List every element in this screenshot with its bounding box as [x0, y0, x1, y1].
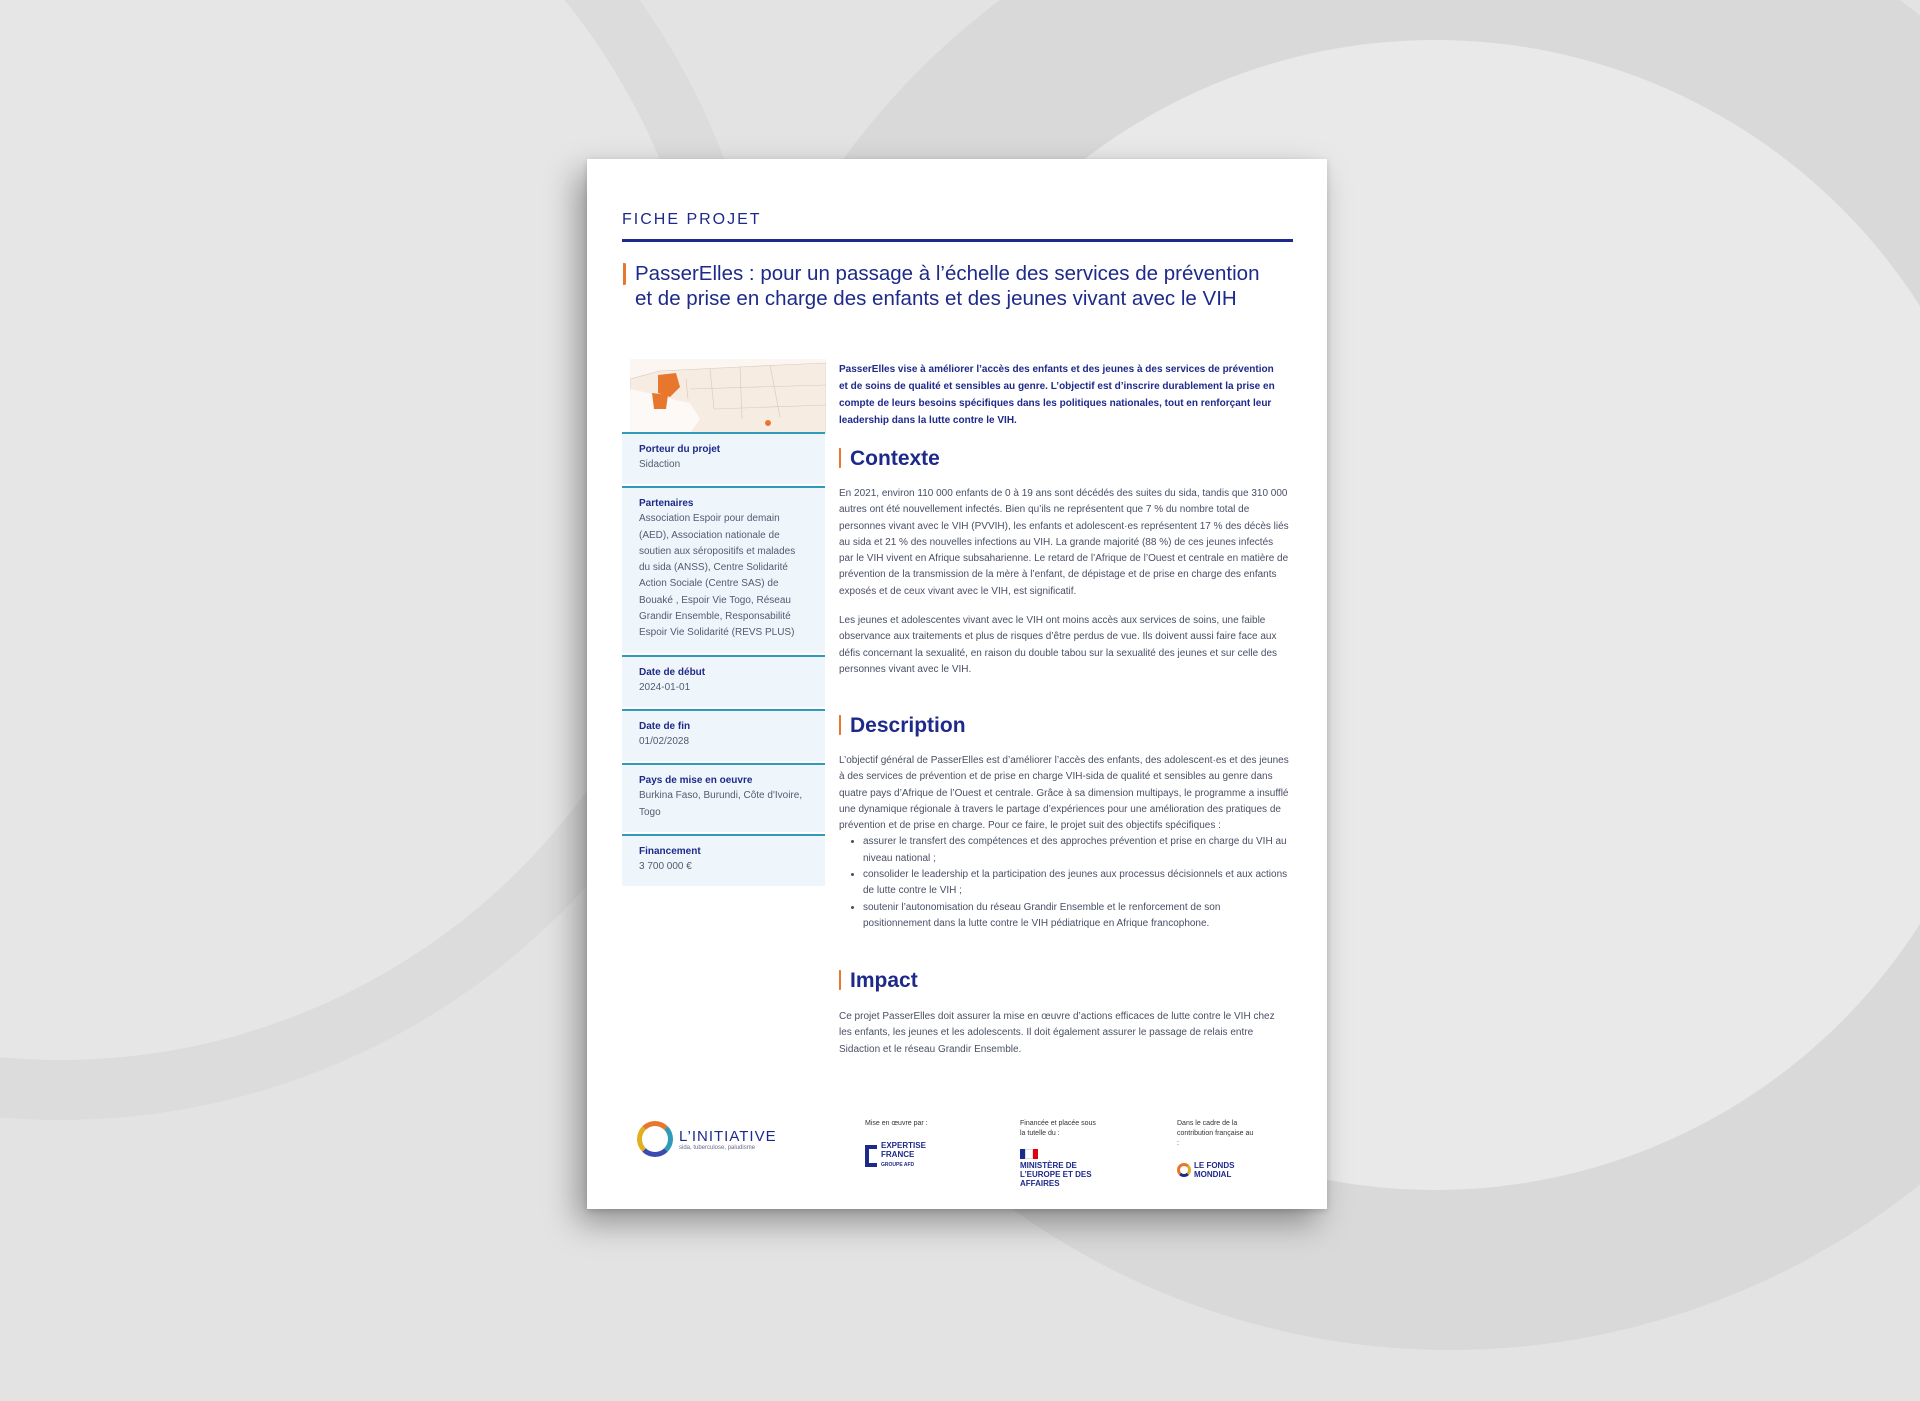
info-label: Date de début	[639, 666, 706, 678]
footer-label: Mise en œuvre par :	[865, 1120, 928, 1127]
bracket-icon	[839, 715, 846, 735]
project-info-sidebar	[622, 432, 825, 886]
section-heading-contexte	[839, 447, 940, 471]
global-fund-icon	[1177, 1163, 1191, 1177]
info-date-debut	[622, 655, 825, 707]
bracket-icon	[839, 970, 846, 990]
footer-col-ministry	[1020, 1119, 1100, 1188]
paragraph: Ce projet PasserElles doit assurer la mise en œuvre d’actions efficaces de lutte contre le VIH chez les enfants, les jeunes et les adolescents. Il doit également assurer le passage de relais entre Sidaction et le réseau Grandir Ensemble.	[839, 1011, 1275, 1055]
objectives-list	[839, 834, 1289, 932]
intro-summary: PasserElles vise à améliorer l’accès des enfants et des jeunes à des services de prévention et de soins de qualité et sensibles au genre. L’objectif est d’inscrire durablement la prise en compte de leurs besoins spécifiques dans les politiques nationales, tout en renforçant leur leadership dans la lutte contre le VIH.	[839, 364, 1275, 426]
info-date-fin	[622, 709, 825, 761]
info-label: Partenaires	[639, 498, 694, 510]
info-value: 01/02/2028	[639, 735, 690, 747]
initiative-ring-icon	[637, 1121, 673, 1157]
ministry-logo-text: MINISTÈRE DE L’EUROPE ET DES AFFAIRES	[1020, 1161, 1092, 1188]
initiative-logo	[637, 1121, 777, 1157]
global-fund-logo	[1177, 1161, 1257, 1179]
header-rule	[622, 239, 1293, 242]
project-sheet-document	[587, 159, 1327, 1209]
footer-label: Dans le cadre de la contribution française au :	[1177, 1120, 1254, 1147]
africa-map-image	[630, 359, 826, 433]
brand-subtitle: GROUPE AFD	[881, 1162, 915, 1168]
paragraph: En 2021, environ 110 000 enfants de 0 à 19 ans sont décédés des suites du sida, tandis que 310 000 autres ont été nouvellement infectés. Bien qu’ils ne représentent que 7 % du nombre total de personnes vivant avec le VIH (PVVIH), les enfants et adolescent·es représentent 17 % des décès liés au sida et 21 % des nouvelles infections au VIH. La grande majorité (88 %) de ces jeunes infectés par le VIH vivent en Afrique subsaharienne. Le retard de l’Afrique de l’Ouest et centrale en matière de prévention de la transmission de la mère à l’enfant, de dépistage et de prise en charge des enfants exposés et de ceux vivant avec le VIH, est significatif.	[839, 488, 1289, 597]
paragraph: Les jeunes et adolescentes vivant avec le VIH ont moins accès aux services de soins, une faible observance aux traitements et plus de risques d’être perdus de vue. Ils doivent aussi faire face aux défis concernant la sexualité, en raison du double tabou sur la sexualité des jeunes et sur celle des personnes vivant avec le VIH.	[839, 615, 1278, 675]
list-item: • soutenir l’autonomisation du réseau Grandir Ensemble et le renforcement de son positionnement dans la lutte contre le VIH pédiatrique en Afrique francophone.	[863, 900, 1289, 933]
info-porteur	[622, 432, 825, 484]
info-value: Sidaction	[639, 459, 681, 470]
info-financement	[622, 834, 825, 886]
list-item: • consolider le leadership et la participation des jeunes aux processus décisionnels et aux actions de lutte contre le VIH ;	[863, 867, 1289, 900]
initiative-name: L’INITIATIVE	[679, 1127, 777, 1145]
footer-col-global-fund	[1177, 1119, 1257, 1179]
section-heading-impact	[839, 969, 918, 993]
info-value: 2024-01-01	[639, 681, 691, 693]
paragraph: L’objectif général de PasserElles est d’améliorer l’accès des enfants, des adolescent·es et des jeunes à des services de prévention et de prise en charge VIH-sida de qualité et sensibles au genre dans quatre pays d’Afrique de l’Ouest et centrale. Grâce à sa dimension multipays, le programme a insufflé une dynamique régionale à travers le partage d’expériences pour une amélioration des pratiques de prévention et de prise en charge. Pour ce faire, le projet suit des objectifs spécifiques :	[839, 755, 1289, 832]
brand-name: EXPERTISE FRANCE	[881, 1141, 926, 1159]
bracket-icon	[623, 263, 632, 285]
heading-text: Description	[850, 714, 966, 737]
contexte-body	[839, 486, 1289, 691]
sheet-label: FICHE PROJET	[622, 211, 762, 228]
french-flag-icon	[1020, 1149, 1038, 1159]
impact-body	[839, 1009, 1289, 1071]
brand-name: LE FONDS MONDIAL	[1194, 1161, 1235, 1179]
info-label: Financement	[639, 845, 701, 857]
bracket-icon	[839, 448, 846, 468]
expertise-france-icon	[865, 1145, 877, 1167]
heading-text: Contexte	[850, 447, 940, 470]
footer-label: Financée et placée sous la tutelle du :	[1020, 1120, 1096, 1137]
info-label: Porteur du projet	[639, 444, 721, 455]
expertise-france-logo	[865, 1141, 955, 1170]
page-title: PasserElles : pour un passage à l’échelle des services de prévention et de prise en charge des enfants et des jeunes vivant avec le VIH	[635, 262, 1260, 310]
list-item: • assurer le transfert des compétences et des approches prévention et prise en charge du VIH au niveau national ;	[863, 834, 1289, 867]
info-label: Date de fin	[639, 720, 691, 732]
description-body	[839, 753, 1289, 932]
info-partenaires	[622, 486, 825, 652]
info-pays	[622, 763, 825, 832]
section-heading-description	[839, 714, 966, 738]
heading-text: Impact	[850, 969, 918, 992]
info-label: Pays de mise en oeuvre	[639, 775, 753, 787]
info-value: Association Espoir pour demain (AED), Association nationale de soutien aux séropositifs et malades du sida (ANSS), Centre Solidarité Action Sociale (Centre SAS) de Bouaké , Espoir Vie Togo, Réseau Grandir Ensemble, Responsabilité Espoir Vie Solidarité (REVS PLUS)	[639, 513, 796, 639]
info-value: Burkina Faso, Burundi, Côte d'Ivoire, Togo	[639, 790, 803, 818]
initiative-subtitle: sida, tuberculose, paludisme	[679, 1144, 756, 1151]
footer-partners	[637, 1109, 1277, 1189]
footer-col-implementer	[865, 1119, 955, 1170]
info-value: 3 700 000 €	[639, 860, 692, 872]
